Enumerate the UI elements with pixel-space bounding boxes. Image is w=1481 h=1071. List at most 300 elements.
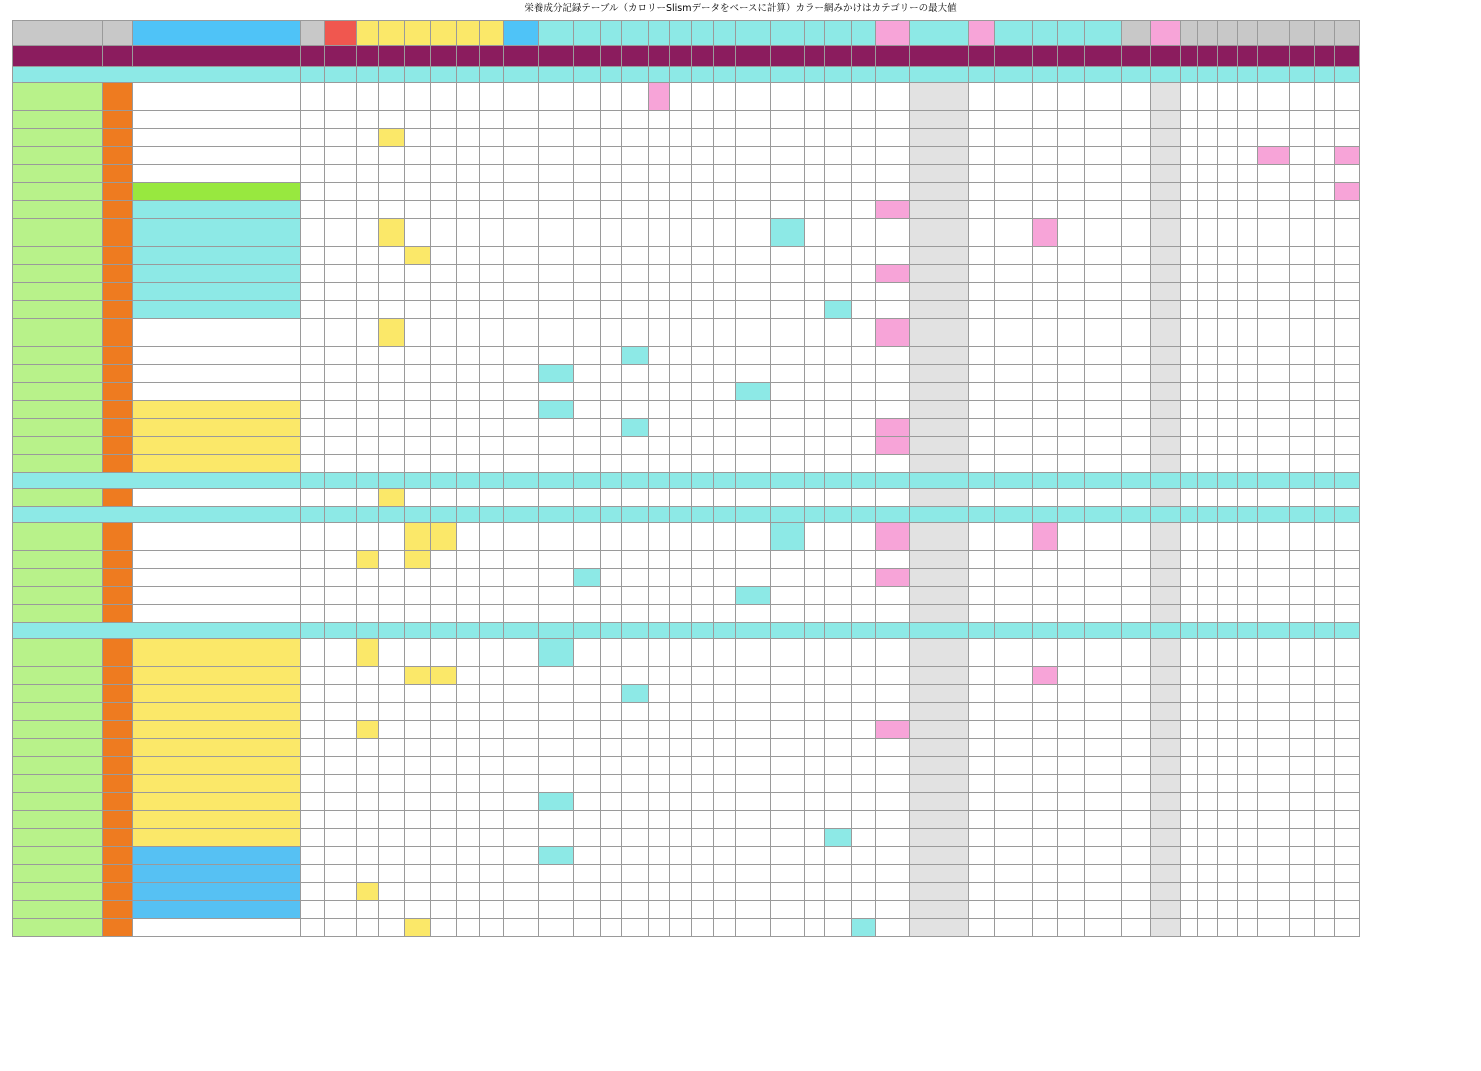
value-cell[interactable] [1122, 301, 1151, 319]
value-cell[interactable] [1151, 551, 1181, 569]
value-cell[interactable] [1058, 901, 1085, 919]
value-cell[interactable] [1033, 83, 1058, 111]
food-row[interactable] [13, 919, 1360, 937]
category-cell[interactable] [103, 757, 133, 775]
value-cell[interactable] [379, 283, 405, 301]
value-cell[interactable] [736, 587, 771, 605]
value-cell[interactable] [852, 685, 876, 703]
value-cell[interactable] [1181, 283, 1198, 301]
value-cell[interactable] [995, 639, 1033, 667]
value-cell[interactable] [825, 347, 852, 365]
value-cell[interactable] [771, 667, 805, 685]
value-cell[interactable] [325, 605, 357, 623]
value-cell[interactable] [431, 111, 457, 129]
value-cell[interactable] [431, 865, 457, 883]
value-cell[interactable] [1181, 419, 1198, 437]
value-cell[interactable] [325, 219, 357, 247]
value-cell[interactable] [714, 147, 736, 165]
value-cell[interactable] [325, 247, 357, 265]
value-cell[interactable] [379, 605, 405, 623]
item-name-cell[interactable] [133, 419, 301, 437]
food-row[interactable] [13, 847, 1360, 865]
value-cell[interactable] [1218, 247, 1238, 265]
column-header[interactable] [379, 21, 405, 46]
value-cell[interactable] [457, 865, 480, 883]
value-cell[interactable] [357, 401, 379, 419]
value-cell[interactable] [825, 129, 852, 147]
value-cell[interactable] [539, 183, 574, 201]
value-cell[interactable] [1218, 183, 1238, 201]
value-cell[interactable] [325, 129, 357, 147]
value-cell[interactable] [736, 703, 771, 721]
food-row[interactable] [13, 147, 1360, 165]
value-cell[interactable] [504, 569, 539, 587]
value-cell[interactable] [825, 639, 852, 667]
value-cell[interactable] [1085, 247, 1122, 265]
value-cell[interactable] [910, 489, 969, 507]
value-cell[interactable] [431, 703, 457, 721]
group-sum-cell[interactable] [1198, 623, 1218, 639]
value-cell[interactable] [1335, 219, 1360, 247]
value-cell[interactable] [574, 829, 601, 847]
value-cell[interactable] [805, 757, 825, 775]
value-cell[interactable] [1085, 111, 1122, 129]
group-sum-cell[interactable] [910, 473, 969, 489]
value-cell[interactable] [852, 865, 876, 883]
value-cell[interactable] [357, 685, 379, 703]
value-cell[interactable] [431, 319, 457, 347]
value-cell[interactable] [852, 129, 876, 147]
value-cell[interactable] [1335, 419, 1360, 437]
value-cell[interactable] [1198, 489, 1218, 507]
value-cell[interactable] [1335, 347, 1360, 365]
group-sum-cell[interactable] [1238, 507, 1258, 523]
value-cell[interactable] [405, 667, 431, 685]
value-cell[interactable] [1122, 489, 1151, 507]
total-cell[interactable] [1033, 46, 1058, 67]
value-cell[interactable] [405, 347, 431, 365]
value-cell[interactable] [805, 703, 825, 721]
value-cell[interactable] [876, 901, 910, 919]
value-cell[interactable] [574, 401, 601, 419]
value-cell[interactable] [1290, 401, 1315, 419]
value-cell[interactable] [995, 739, 1033, 757]
value-cell[interactable] [852, 587, 876, 605]
value-cell[interactable] [736, 201, 771, 219]
value-cell[interactable] [504, 847, 539, 865]
group-sum-cell[interactable] [431, 67, 457, 83]
value-cell[interactable] [622, 165, 649, 183]
value-cell[interactable] [805, 811, 825, 829]
meal-group-row[interactable] [13, 623, 1360, 639]
group-sum-cell[interactable] [876, 473, 910, 489]
value-cell[interactable] [504, 401, 539, 419]
value-cell[interactable] [1290, 883, 1315, 901]
value-cell[interactable] [1151, 847, 1181, 865]
value-cell[interactable] [1122, 865, 1151, 883]
value-cell[interactable] [1033, 489, 1058, 507]
category-cell[interactable] [103, 419, 133, 437]
value-cell[interactable] [1033, 265, 1058, 283]
value-cell[interactable] [1315, 523, 1335, 551]
value-cell[interactable] [1122, 667, 1151, 685]
value-cell[interactable] [301, 319, 325, 347]
value-cell[interactable] [1122, 919, 1151, 937]
value-cell[interactable] [601, 639, 622, 667]
value-cell[interactable] [1058, 919, 1085, 937]
value-cell[interactable] [969, 383, 995, 401]
value-cell[interactable] [1335, 569, 1360, 587]
value-cell[interactable] [670, 183, 692, 201]
value-cell[interactable] [1315, 703, 1335, 721]
value-cell[interactable] [805, 739, 825, 757]
column-header[interactable] [457, 21, 480, 46]
value-cell[interactable] [480, 301, 504, 319]
value-cell[interactable] [574, 739, 601, 757]
value-cell[interactable] [301, 639, 325, 667]
value-cell[interactable] [325, 775, 357, 793]
value-cell[interactable] [1033, 219, 1058, 247]
value-cell[interactable] [969, 685, 995, 703]
value-cell[interactable] [771, 219, 805, 247]
value-cell[interactable] [876, 883, 910, 901]
value-cell[interactable] [1122, 111, 1151, 129]
category-cell[interactable] [103, 523, 133, 551]
value-cell[interactable] [714, 757, 736, 775]
group-sum-cell[interactable] [969, 623, 995, 639]
group-sum-cell[interactable] [714, 473, 736, 489]
value-cell[interactable] [736, 129, 771, 147]
value-cell[interactable] [431, 83, 457, 111]
value-cell[interactable] [1181, 901, 1198, 919]
group-sum-cell[interactable] [1258, 507, 1290, 523]
value-cell[interactable] [431, 551, 457, 569]
value-cell[interactable] [1085, 301, 1122, 319]
value-cell[interactable] [357, 283, 379, 301]
value-cell[interactable] [1122, 319, 1151, 347]
value-cell[interactable] [1151, 301, 1181, 319]
value-cell[interactable] [771, 83, 805, 111]
value-cell[interactable] [910, 111, 969, 129]
value-cell[interactable] [1238, 811, 1258, 829]
value-cell[interactable] [1151, 919, 1181, 937]
value-cell[interactable] [876, 111, 910, 129]
value-cell[interactable] [601, 419, 622, 437]
value-cell[interactable] [574, 319, 601, 347]
value-cell[interactable] [325, 883, 357, 901]
value-cell[interactable] [1290, 111, 1315, 129]
value-cell[interactable] [1085, 775, 1122, 793]
group-sum-cell[interactable] [1151, 507, 1181, 523]
value-cell[interactable] [995, 247, 1033, 265]
food-row[interactable] [13, 721, 1360, 739]
value-cell[interactable] [995, 111, 1033, 129]
value-cell[interactable] [771, 401, 805, 419]
value-cell[interactable] [1335, 283, 1360, 301]
value-cell[interactable] [1181, 847, 1198, 865]
group-sum-cell[interactable] [805, 473, 825, 489]
column-header[interactable] [1198, 21, 1218, 46]
group-sum-cell[interactable] [649, 507, 670, 523]
value-cell[interactable] [379, 219, 405, 247]
value-cell[interactable] [736, 347, 771, 365]
value-cell[interactable] [379, 829, 405, 847]
date-cell[interactable] [13, 83, 103, 111]
value-cell[interactable] [301, 83, 325, 111]
value-cell[interactable] [736, 265, 771, 283]
value-cell[interactable] [771, 301, 805, 319]
value-cell[interactable] [379, 523, 405, 551]
value-cell[interactable] [574, 147, 601, 165]
value-cell[interactable] [995, 401, 1033, 419]
total-cell[interactable] [103, 46, 133, 67]
value-cell[interactable] [736, 811, 771, 829]
group-sum-cell[interactable] [714, 507, 736, 523]
value-cell[interactable] [574, 721, 601, 739]
value-cell[interactable] [622, 587, 649, 605]
category-cell[interactable] [103, 283, 133, 301]
value-cell[interactable] [325, 201, 357, 219]
value-cell[interactable] [325, 587, 357, 605]
group-sum-cell[interactable] [325, 623, 357, 639]
value-cell[interactable] [379, 551, 405, 569]
value-cell[interactable] [601, 901, 622, 919]
value-cell[interactable] [1181, 605, 1198, 623]
value-cell[interactable] [1218, 147, 1238, 165]
value-cell[interactable] [995, 83, 1033, 111]
group-sum-cell[interactable] [771, 507, 805, 523]
column-header[interactable] [649, 21, 670, 46]
item-name-cell[interactable] [133, 523, 301, 551]
value-cell[interactable] [910, 775, 969, 793]
value-cell[interactable] [431, 883, 457, 901]
value-cell[interactable] [622, 383, 649, 401]
value-cell[interactable] [771, 811, 805, 829]
value-cell[interactable] [301, 129, 325, 147]
value-cell[interactable] [1085, 147, 1122, 165]
value-cell[interactable] [1058, 455, 1085, 473]
value-cell[interactable] [1335, 551, 1360, 569]
value-cell[interactable] [357, 775, 379, 793]
value-cell[interactable] [301, 401, 325, 419]
date-cell[interactable] [13, 639, 103, 667]
value-cell[interactable] [825, 829, 852, 847]
value-cell[interactable] [1238, 757, 1258, 775]
value-cell[interactable] [457, 383, 480, 401]
value-cell[interactable] [649, 685, 670, 703]
group-sum-cell[interactable] [995, 67, 1033, 83]
value-cell[interactable] [995, 757, 1033, 775]
value-cell[interactable] [1258, 401, 1290, 419]
value-cell[interactable] [1198, 111, 1218, 129]
value-cell[interactable] [969, 147, 995, 165]
value-cell[interactable] [1335, 301, 1360, 319]
value-cell[interactable] [692, 419, 714, 437]
value-cell[interactable] [825, 569, 852, 587]
total-cell[interactable] [969, 46, 995, 67]
value-cell[interactable] [910, 147, 969, 165]
group-sum-cell[interactable] [1238, 623, 1258, 639]
value-cell[interactable] [357, 829, 379, 847]
value-cell[interactable] [1315, 551, 1335, 569]
value-cell[interactable] [504, 111, 539, 129]
value-cell[interactable] [539, 247, 574, 265]
value-cell[interactable] [736, 721, 771, 739]
value-cell[interactable] [910, 165, 969, 183]
value-cell[interactable] [301, 455, 325, 473]
value-cell[interactable] [771, 437, 805, 455]
value-cell[interactable] [405, 829, 431, 847]
group-sum-cell[interactable] [692, 623, 714, 639]
value-cell[interactable] [969, 667, 995, 685]
value-cell[interactable] [805, 247, 825, 265]
group-sum-cell[interactable] [714, 67, 736, 83]
value-cell[interactable] [692, 301, 714, 319]
category-cell[interactable] [103, 201, 133, 219]
value-cell[interactable] [574, 383, 601, 401]
value-cell[interactable] [771, 793, 805, 811]
value-cell[interactable] [649, 183, 670, 201]
value-cell[interactable] [1033, 569, 1058, 587]
value-cell[interactable] [805, 383, 825, 401]
value-cell[interactable] [457, 829, 480, 847]
value-cell[interactable] [1198, 883, 1218, 901]
value-cell[interactable] [1218, 283, 1238, 301]
value-cell[interactable] [431, 639, 457, 667]
value-cell[interactable] [601, 455, 622, 473]
date-cell[interactable] [13, 437, 103, 455]
value-cell[interactable] [995, 551, 1033, 569]
value-cell[interactable] [1085, 551, 1122, 569]
value-cell[interactable] [1085, 829, 1122, 847]
value-cell[interactable] [969, 83, 995, 111]
value-cell[interactable] [1058, 111, 1085, 129]
value-cell[interactable] [379, 129, 405, 147]
value-cell[interactable] [405, 703, 431, 721]
value-cell[interactable] [1122, 183, 1151, 201]
value-cell[interactable] [714, 247, 736, 265]
value-cell[interactable] [692, 587, 714, 605]
value-cell[interactable] [1122, 587, 1151, 605]
value-cell[interactable] [1058, 865, 1085, 883]
date-cell[interactable] [13, 183, 103, 201]
group-sum-cell[interactable] [995, 623, 1033, 639]
value-cell[interactable] [771, 569, 805, 587]
value-cell[interactable] [1238, 283, 1258, 301]
value-cell[interactable] [969, 919, 995, 937]
value-cell[interactable] [852, 757, 876, 775]
category-cell[interactable] [103, 739, 133, 757]
value-cell[interactable] [1335, 721, 1360, 739]
value-cell[interactable] [771, 775, 805, 793]
value-cell[interactable] [480, 183, 504, 201]
value-cell[interactable] [325, 283, 357, 301]
value-cell[interactable] [301, 605, 325, 623]
date-cell[interactable] [13, 605, 103, 623]
item-name-cell[interactable] [133, 703, 301, 721]
group-sum-cell[interactable] [1218, 67, 1238, 83]
value-cell[interactable] [1258, 319, 1290, 347]
value-cell[interactable] [670, 551, 692, 569]
value-cell[interactable] [852, 437, 876, 455]
value-cell[interactable] [601, 147, 622, 165]
value-cell[interactable] [1198, 219, 1218, 247]
value-cell[interactable] [574, 901, 601, 919]
value-cell[interactable] [771, 757, 805, 775]
value-cell[interactable] [622, 775, 649, 793]
value-cell[interactable] [910, 847, 969, 865]
value-cell[interactable] [1198, 811, 1218, 829]
value-cell[interactable] [692, 605, 714, 623]
value-cell[interactable] [910, 639, 969, 667]
value-cell[interactable] [876, 865, 910, 883]
value-cell[interactable] [825, 201, 852, 219]
value-cell[interactable] [457, 639, 480, 667]
item-name-cell[interactable] [133, 739, 301, 757]
value-cell[interactable] [601, 685, 622, 703]
value-cell[interactable] [622, 811, 649, 829]
value-cell[interactable] [995, 489, 1033, 507]
food-row[interactable] [13, 129, 1360, 147]
value-cell[interactable] [431, 437, 457, 455]
value-cell[interactable] [1218, 667, 1238, 685]
value-cell[interactable] [910, 247, 969, 265]
value-cell[interactable] [504, 793, 539, 811]
value-cell[interactable] [876, 703, 910, 721]
value-cell[interactable] [1181, 365, 1198, 383]
item-name-cell[interactable] [133, 901, 301, 919]
value-cell[interactable] [910, 901, 969, 919]
value-cell[interactable] [805, 165, 825, 183]
value-cell[interactable] [504, 489, 539, 507]
food-row[interactable] [13, 283, 1360, 301]
category-cell[interactable] [103, 605, 133, 623]
value-cell[interactable] [670, 489, 692, 507]
value-cell[interactable] [1218, 301, 1238, 319]
value-cell[interactable] [1258, 775, 1290, 793]
value-cell[interactable] [714, 703, 736, 721]
value-cell[interactable] [1151, 383, 1181, 401]
value-cell[interactable] [405, 883, 431, 901]
value-cell[interactable] [805, 437, 825, 455]
value-cell[interactable] [852, 703, 876, 721]
item-name-cell[interactable] [133, 667, 301, 685]
value-cell[interactable] [1122, 721, 1151, 739]
value-cell[interactable] [601, 83, 622, 111]
value-cell[interactable] [325, 523, 357, 551]
value-cell[interactable] [601, 587, 622, 605]
value-cell[interactable] [649, 319, 670, 347]
value-cell[interactable] [736, 739, 771, 757]
item-name-cell[interactable] [133, 685, 301, 703]
value-cell[interactable] [1238, 419, 1258, 437]
group-sum-cell[interactable] [480, 473, 504, 489]
value-cell[interactable] [670, 201, 692, 219]
value-cell[interactable] [910, 319, 969, 347]
value-cell[interactable] [1218, 551, 1238, 569]
value-cell[interactable] [1122, 901, 1151, 919]
value-cell[interactable] [1315, 829, 1335, 847]
value-cell[interactable] [431, 201, 457, 219]
value-cell[interactable] [357, 301, 379, 319]
value-cell[interactable] [692, 793, 714, 811]
value-cell[interactable] [1290, 301, 1315, 319]
value-cell[interactable] [1181, 685, 1198, 703]
value-cell[interactable] [852, 301, 876, 319]
value-cell[interactable] [1198, 605, 1218, 623]
value-cell[interactable] [649, 883, 670, 901]
value-cell[interactable] [379, 757, 405, 775]
